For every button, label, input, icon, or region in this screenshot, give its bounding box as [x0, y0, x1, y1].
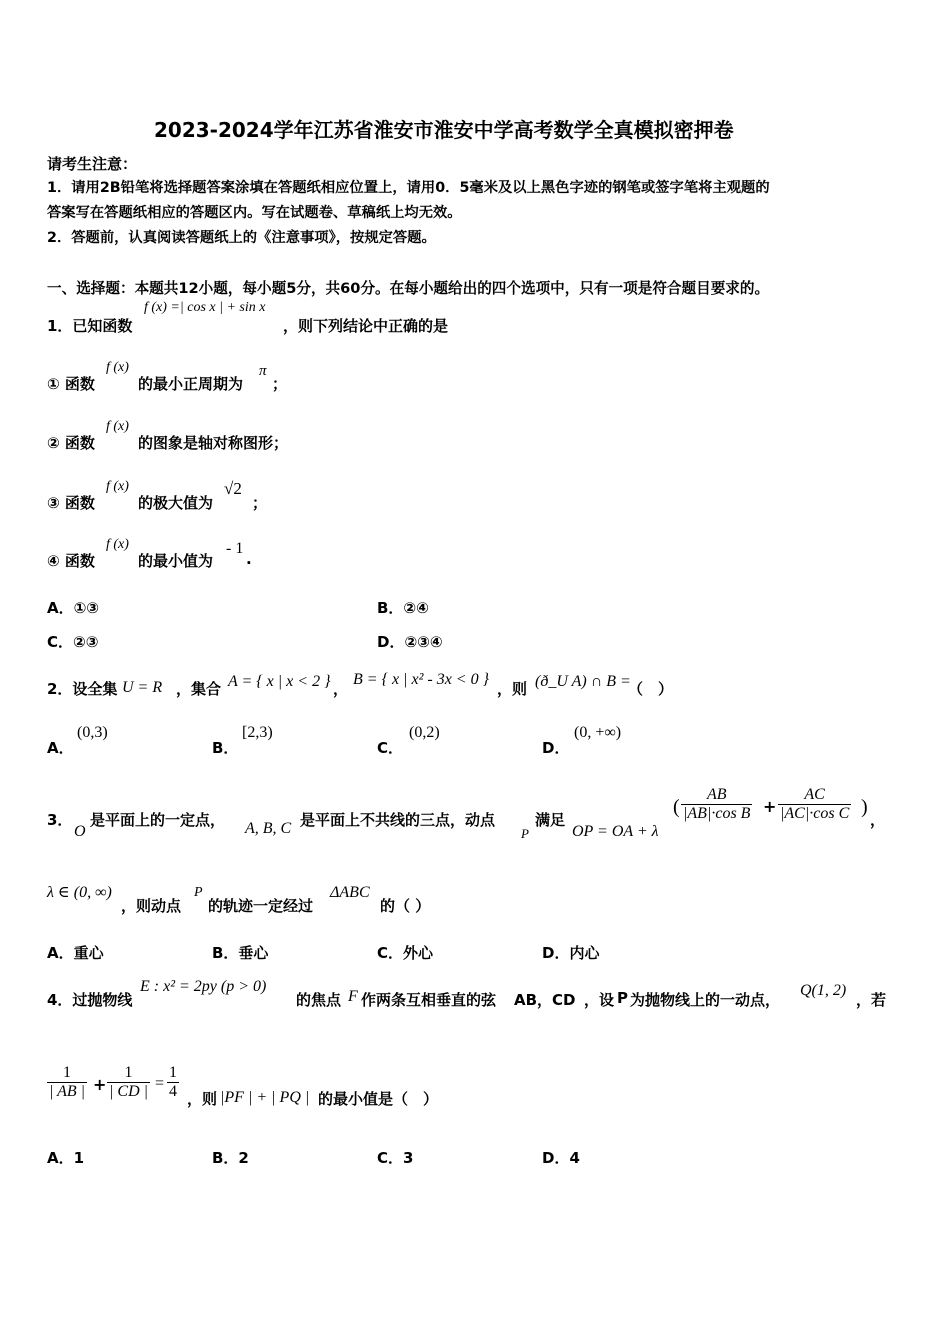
q4-fraction-cd	[107, 1064, 150, 1101]
q4-option-d[interactable]: D．4	[542, 1149, 580, 1167]
q4-fraction-ab	[47, 1064, 87, 1101]
notice-line-1a: 1．请用2B铅笔将选择题答案涂填在答题纸相应位置上，请用0．5毫米及以上黑色字迹的钢笔或签字笔将主观题的	[47, 180, 770, 196]
page-title: 2023-2024学年江苏省淮安市淮安中学高考数学全真模拟密押卷	[154, 118, 734, 142]
q1-s4-post: 的最小值为	[138, 552, 214, 570]
q3-lparen: (	[673, 796, 680, 818]
q4-text-3: ，设	[584, 991, 615, 1009]
q3-text-1: 是平面上的一定点，	[90, 811, 226, 829]
q1-option-a[interactable]: A．①③	[47, 599, 100, 617]
q3-point-p-2: P	[194, 885, 203, 900]
q3-fraction-ac	[778, 786, 851, 823]
q3-triangle: ΔABC	[330, 884, 370, 901]
q4-text-2: 作两条互相垂直的弦	[361, 991, 497, 1009]
q4-point-q: Q(1, 2)	[800, 982, 847, 999]
q1-s4-pre: ④ 函数	[47, 552, 95, 570]
q1-s3-end: ；	[252, 494, 268, 512]
q3-option-a[interactable]: A．重心	[47, 944, 104, 962]
q2-option-b-label[interactable]: B．	[212, 739, 239, 757]
q3-option-b[interactable]: B．垂心	[212, 944, 269, 962]
q3-plus: +	[763, 797, 777, 816]
q2-option-a-label[interactable]: A．	[47, 739, 74, 757]
q4-plus: +	[93, 1075, 107, 1094]
q4-fraction-quarter-den: 4	[169, 1083, 177, 1100]
q3-text-6: 的（ ）	[380, 897, 431, 915]
q3-text-5: 的轨迹一定经过	[208, 897, 314, 915]
q2-option-c[interactable]: (0,2)	[409, 724, 440, 741]
q1-s4-val: - 1	[226, 540, 244, 557]
q4-parabola: E : x² = 2py (p > 0)	[140, 978, 267, 995]
q1-s1-fx: f (x)	[106, 360, 129, 375]
q1-s4-fx: f (x)	[106, 537, 129, 552]
q2-option-a[interactable]: (0,3)	[77, 724, 108, 741]
q1-formula: f (x) =| cos x | + sin x	[144, 300, 266, 315]
q4-text-4: 为抛物线上的一动点，	[630, 991, 781, 1009]
q2-mid-2: ，则	[497, 680, 528, 698]
q3-number: 3．	[47, 811, 73, 829]
q1-s2-post: 的图象是轴对称图形；	[138, 434, 289, 452]
q2-option-d[interactable]: (0, +∞)	[574, 724, 622, 741]
q4-option-b[interactable]: B．2	[212, 1149, 249, 1167]
q2-expression: (ð_U A) ∩ B =	[535, 673, 631, 690]
q2-stem-pre: 2．设全集	[47, 680, 118, 698]
q3-option-c[interactable]: C．外心	[377, 944, 434, 962]
q3-option-d[interactable]: D．内心	[542, 944, 600, 962]
q4-stem-pre: 4．过抛物线	[47, 991, 133, 1009]
q3-fraction-ac-num: AC	[804, 786, 825, 803]
q3-equation: OP = OA + λ	[572, 823, 659, 840]
notice-heading: 请考生注意：	[47, 155, 138, 173]
q2-set-a: A = { x | x < 2 }	[228, 673, 331, 690]
q4-text-7: 的最小值是（ ）	[318, 1090, 439, 1108]
q1-s1-post: 的最小正周期为	[138, 375, 244, 393]
q3-fraction-ac-den: |AC|·cos C	[780, 805, 850, 822]
q1-s4-end: .	[246, 550, 252, 568]
q1-s1-pre: ① 函数	[47, 375, 95, 393]
q1-s3-fx: f (x)	[106, 479, 129, 494]
q4-equals: =	[155, 1075, 165, 1092]
q2-set-b: B = { x | x² - 3x < 0 }	[353, 671, 489, 688]
q4-expression: |PF | + | PQ |	[220, 1089, 310, 1106]
q3-fraction-ab	[681, 786, 752, 823]
q3-points-abc: A, B, C	[245, 820, 292, 837]
q4-fraction-quarter-num: 1	[169, 1064, 177, 1081]
q4-point-p: P	[617, 989, 628, 1007]
q3-tail: ，	[870, 811, 886, 829]
q2-comma: ，	[333, 680, 349, 698]
q2-universal-set: U = R	[122, 679, 163, 696]
q1-s1-end: ；	[272, 375, 288, 393]
q4-text-1: 的焦点	[296, 991, 342, 1009]
q3-fraction-ab-num: AB	[706, 786, 727, 803]
q4-text-5: ，若	[856, 991, 887, 1009]
q2-option-c-label[interactable]: C．	[377, 739, 404, 757]
q4-option-a[interactable]: A．1	[47, 1149, 85, 1167]
notice-line-2: 2．答题前，认真阅读答题纸上的《注意事项》，按规定答题。	[47, 230, 436, 246]
q1-option-c[interactable]: C．②③	[47, 633, 99, 651]
q4-focus-f: F	[348, 988, 358, 1005]
q4-fraction-cd-den: | CD |	[109, 1083, 149, 1100]
section-heading: 一、选择题：本题共12小题，每小题5分，共60分。在每小题给出的四个选项中，只有一项是符合题目要求的。	[47, 280, 770, 297]
q1-option-d[interactable]: D．②③④	[377, 633, 443, 651]
q1-s2-pre: ② 函数	[47, 434, 95, 452]
q3-text-3: 满足	[535, 811, 566, 829]
q4-fraction-ab-num: 1	[63, 1064, 72, 1081]
q4-option-c[interactable]: C．3	[377, 1149, 414, 1167]
q1-stem-post: ，则下列结论中正确的是	[283, 317, 449, 335]
q2-option-b[interactable]: [2,3)	[242, 724, 273, 741]
q3-rparen: )	[861, 796, 868, 818]
q3-text-2: 是平面上不共线的三点，动点	[300, 811, 496, 829]
q2-mid-1: ，集合	[176, 680, 222, 698]
q4-fraction-ab-den: | AB |	[49, 1083, 86, 1100]
q3-point-o: O	[74, 823, 86, 840]
q1-s2-fx: f (x)	[106, 419, 129, 434]
notice-line-1b: 答案写在答题纸相应的答题区内。写在试题卷、草稿纸上均无效。	[47, 205, 462, 221]
q4-fraction-cd-num: 1	[124, 1064, 133, 1081]
q4-fraction-quarter	[167, 1064, 179, 1101]
q4-chords: AB，CD	[514, 991, 576, 1009]
q2-paren: （ ）	[628, 680, 674, 698]
q1-option-b[interactable]: B．②④	[377, 599, 429, 617]
q4-text-6: ，则	[187, 1090, 218, 1108]
q3-fraction-ab-den: |AB|·cos B	[683, 805, 751, 822]
q3-lambda: λ ∈ (0, ∞)	[47, 884, 112, 901]
q1-stem-pre: 1．已知函数	[47, 317, 133, 335]
q3-text-4: ，则动点	[121, 897, 182, 915]
q1-s3-val: √2	[224, 479, 242, 498]
q2-option-d-label[interactable]: D．	[542, 739, 570, 757]
q1-s1-val: π	[259, 363, 267, 379]
q1-s3-post: 的极大值为	[138, 494, 214, 512]
q3-point-p: P	[521, 826, 529, 841]
q1-s3-pre: ③ 函数	[47, 494, 95, 512]
